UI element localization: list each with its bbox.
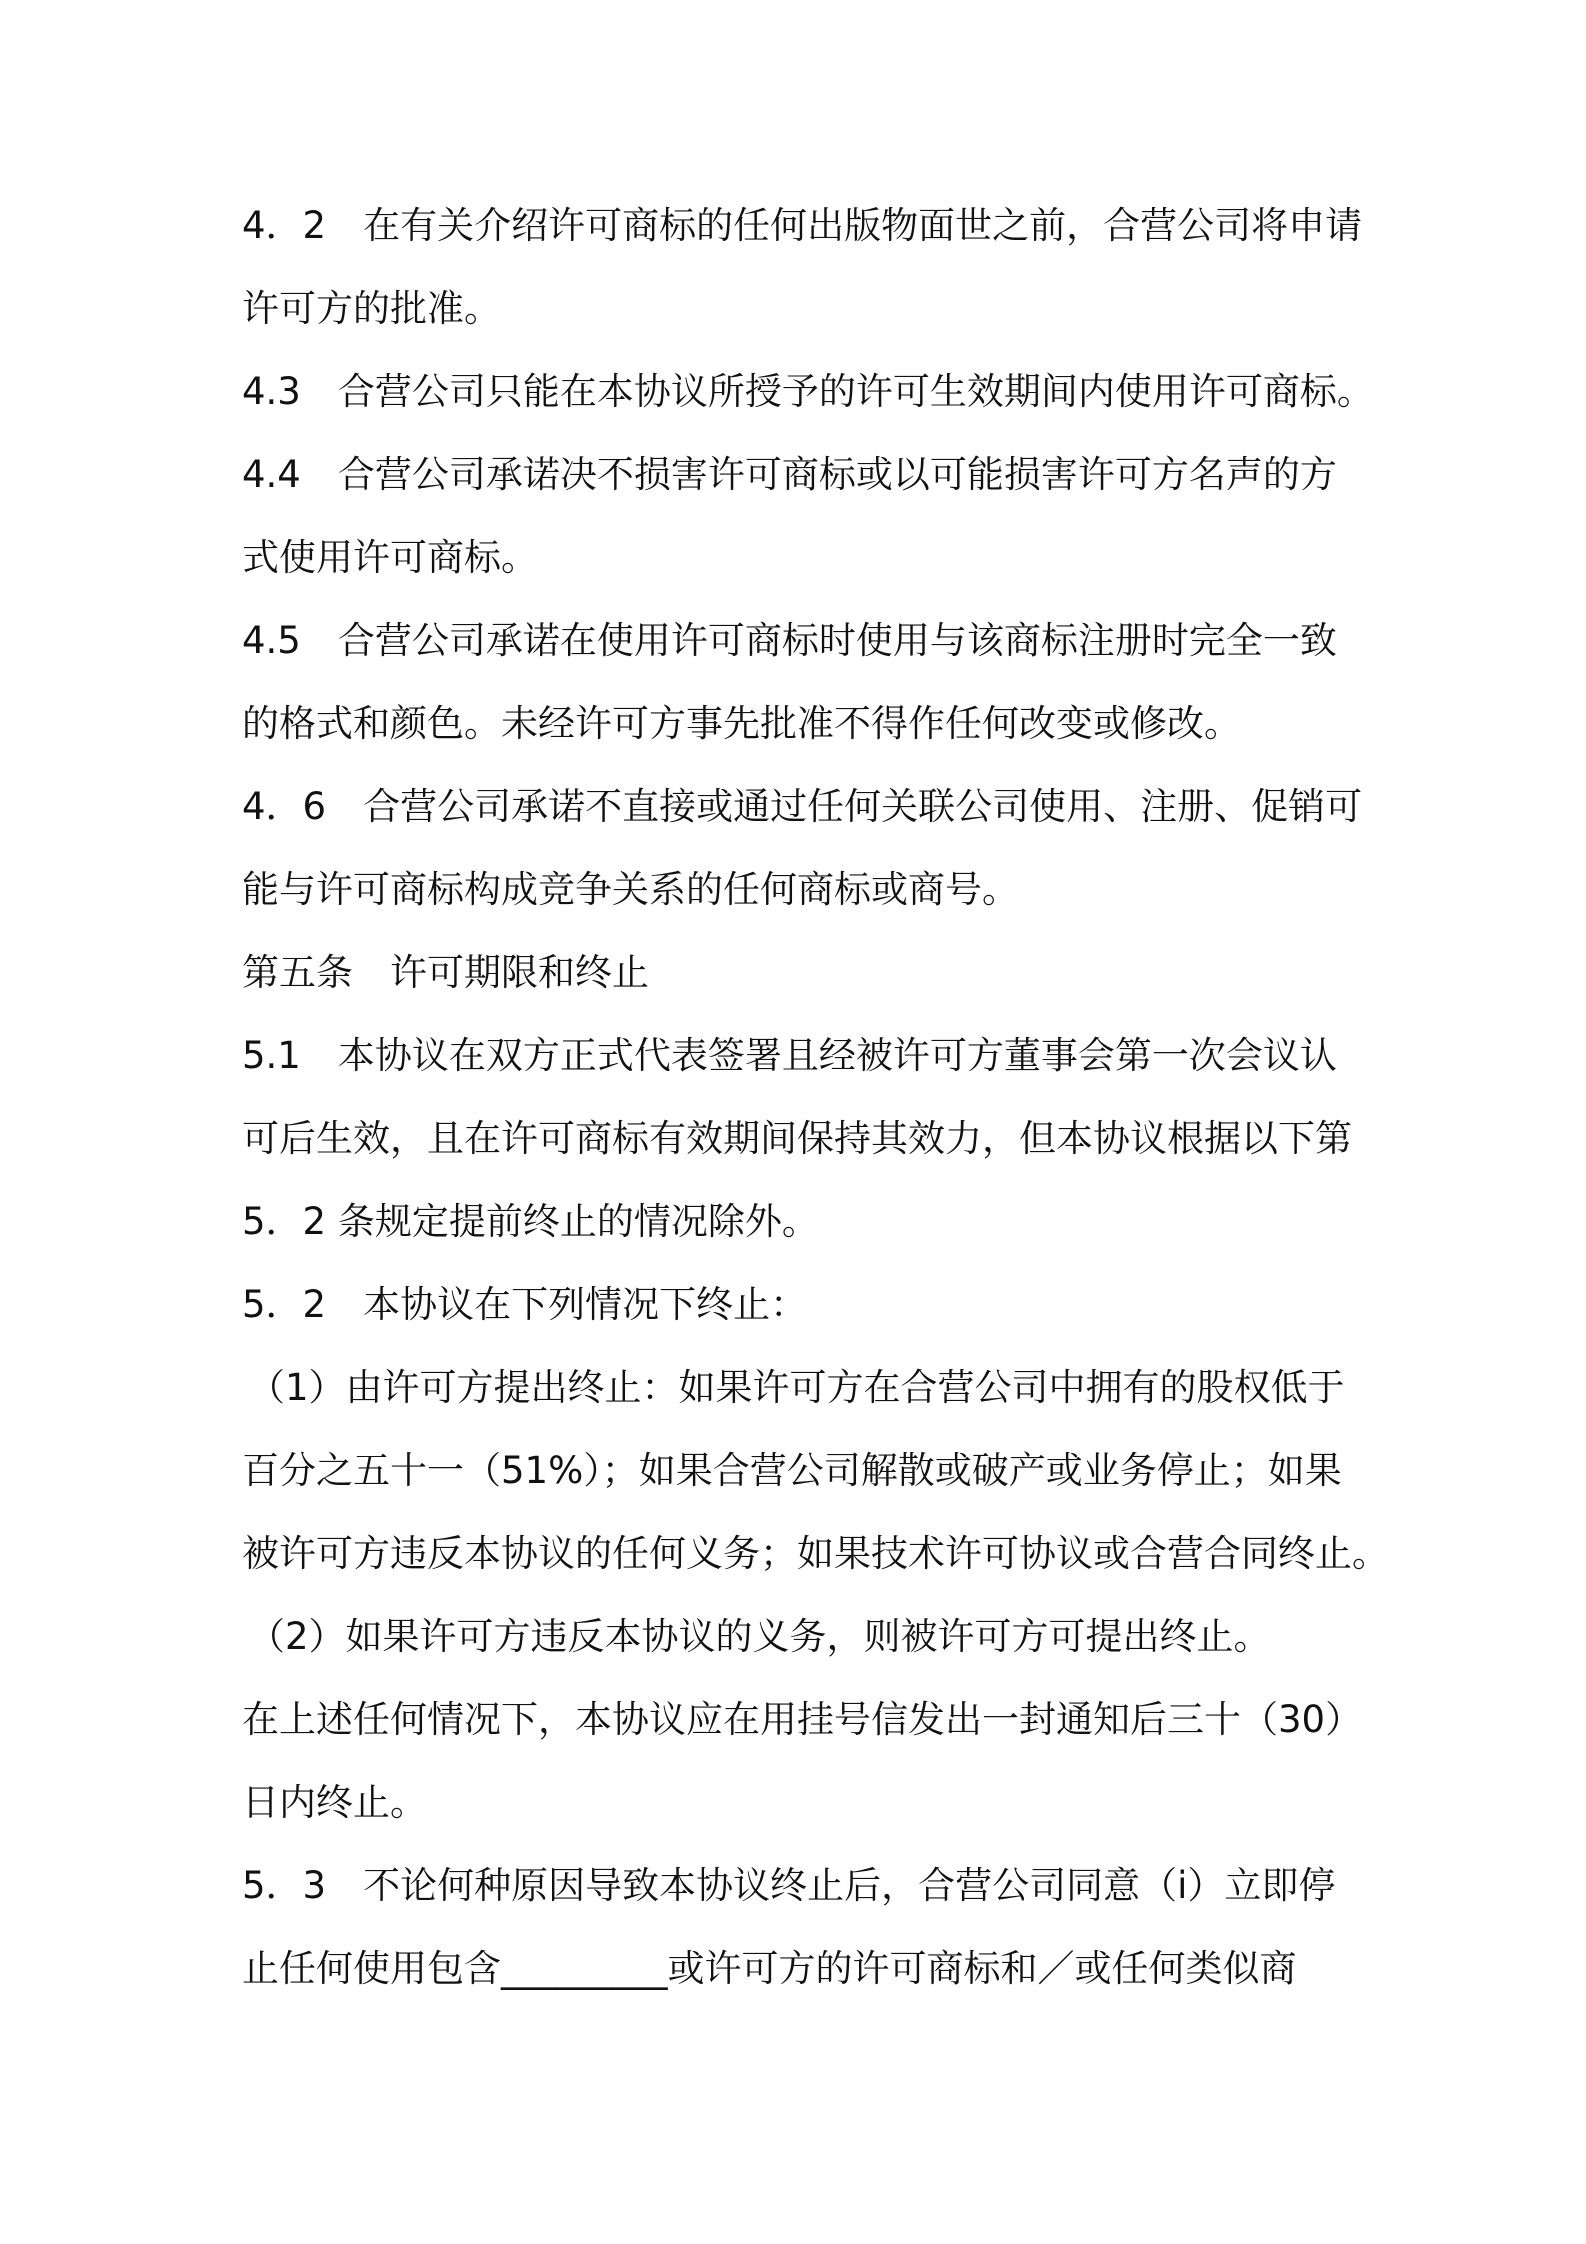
clause-4-2-line-2: 许可方的批准。 xyxy=(242,287,501,330)
clause-4-3-line-1: 4.3 合营公司只能在本协议所授予的许可生效期间内使用许可商标。 xyxy=(242,370,1374,413)
clause-4-2-line-1: 4．2 在有关介绍许可商标的任何出版物面世之前，合营公司将申请 xyxy=(242,204,1363,247)
clause-4-6-line-2: 能与许可商标构成竞争关系的任何商标或商号。 xyxy=(242,868,1019,911)
clause-5-1-line-3: 5．2 条规定提前终止的情况除外。 xyxy=(242,1200,819,1243)
clause-5-1-line-2: 可后生效，且在许可商标有效期间保持其效力，但本协议根据以下第 xyxy=(242,1117,1352,1160)
clause-5-2-notice-line-1: 在上述任何情况下，本协议应在用挂号信发出一封通知后三十（30） xyxy=(242,1698,1363,1741)
clause-5-2-item-1-line-1: （1）由许可方提出终止：如果许可方在合营公司中拥有的股权低于 xyxy=(248,1366,1345,1409)
clause-5-3-line-2: 止任何使用包含_________或许可方的许可商标和／或任何类似商 xyxy=(242,1947,1297,1990)
clause-5-2-item-1-line-2: 百分之五十一（51%）；如果合营公司解散或破产或业务停止；如果 xyxy=(242,1449,1342,1492)
clause-5-3-line-1: 5．3 不论何种原因导致本协议终止后，合营公司同意（i）立即停 xyxy=(242,1864,1336,1907)
clause-4-5-line-1: 4.5 合营公司承诺在使用许可商标时使用与该商标注册时完全一致 xyxy=(242,619,1337,662)
clause-5-2-line-1: 5．2 本协议在下列情况下终止： xyxy=(242,1283,808,1326)
clause-5-2-item-2-line-1: （2）如果许可方违反本协议的义务，则被许可方可提出终止。 xyxy=(248,1615,1271,1658)
clause-5-2-item-1-line-3: 被许可方违反本协议的任何义务；如果技术许可协议或合营合同终止。 xyxy=(242,1532,1389,1575)
clause-4-5-line-2: 的格式和颜色。未经许可方事先批准不得作任何改变或修改。 xyxy=(242,702,1241,745)
article-5-heading: 第五条 许可期限和终止 xyxy=(242,951,649,994)
clause-4-4-line-1: 4.4 合营公司承诺决不损害许可商标或以可能损害许可方名声的方 xyxy=(242,453,1337,496)
clause-5-2-notice-line-2: 日内终止。 xyxy=(242,1781,427,1824)
clause-4-6-line-1: 4．6 合营公司承诺不直接或通过任何关联公司使用、注册、促销可 xyxy=(242,785,1363,828)
clause-4-4-line-2: 式使用许可商标。 xyxy=(242,536,538,579)
clause-5-1-line-1: 5.1 本协议在双方正式代表签署且经被许可方董事会第一次会议认 xyxy=(242,1034,1337,1077)
